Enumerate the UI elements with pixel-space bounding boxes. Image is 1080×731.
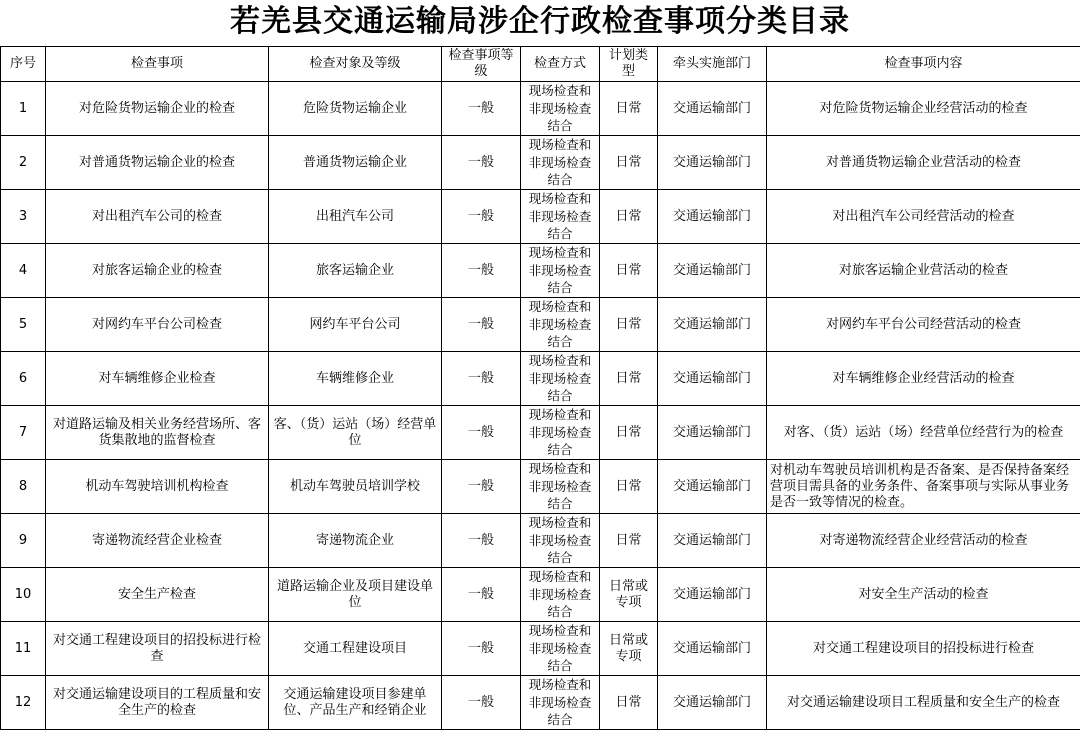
inspection-content: 对出租汽车公司经营活动的检查 xyxy=(767,190,1080,244)
plan-type: 日常或专项 xyxy=(600,568,658,622)
inspection-content: 对机动车驾驶员培训机构是否备案、是否保持备案经营项目需具备的业务条件、备案事项与实际从事业务是否一致等情况的检查。 xyxy=(767,460,1080,514)
inspection-content: 对车辆维修企业经营活动的检查 xyxy=(767,352,1080,406)
inspection-method: 现场检查和非现场检查结合 xyxy=(521,352,600,406)
table-row xyxy=(1,676,1080,730)
lead-department: 交通运输部门 xyxy=(658,190,767,244)
row-number: 7 xyxy=(1,406,46,460)
row-number: 1 xyxy=(1,82,46,136)
header-item: 检查事项 xyxy=(46,47,269,82)
inspection-method: 现场检查和非现场检查结合 xyxy=(521,82,600,136)
inspection-level: 一般 xyxy=(442,676,521,730)
inspection-item: 寄递物流经营企业检查 xyxy=(46,514,269,568)
table-row xyxy=(1,298,1080,352)
inspection-object: 危险货物运输企业 xyxy=(269,82,442,136)
lead-department: 交通运输部门 xyxy=(658,82,767,136)
inspection-item: 对交通运输建设项目的工程质量和安全生产的检查 xyxy=(46,676,269,730)
inspection-item: 对旅客运输企业的检查 xyxy=(46,244,269,298)
inspection-method: 现场检查和非现场检查结合 xyxy=(521,406,600,460)
inspection-object: 客、（货）运站（场）经营单位 xyxy=(269,406,442,460)
row-number: 2 xyxy=(1,136,46,190)
inspection-level: 一般 xyxy=(442,244,521,298)
inspection-content: 对安全生产活动的检查 xyxy=(767,568,1080,622)
table-row xyxy=(1,136,1080,190)
lead-department: 交通运输部门 xyxy=(658,298,767,352)
table-row xyxy=(1,244,1080,298)
plan-type: 日常 xyxy=(600,136,658,190)
inspection-content: 对交通运输建设项目工程质量和安全生产的检查 xyxy=(767,676,1080,730)
inspection-method: 现场检查和非现场检查结合 xyxy=(521,460,600,514)
inspection-object: 道路运输企业及项目建设单位 xyxy=(269,568,442,622)
inspection-method: 现场检查和非现场检查结合 xyxy=(521,298,600,352)
inspection-level: 一般 xyxy=(442,298,521,352)
table-row xyxy=(1,622,1080,676)
table-row xyxy=(1,406,1080,460)
row-number: 11 xyxy=(1,622,46,676)
inspection-level: 一般 xyxy=(442,460,521,514)
plan-type: 日常 xyxy=(600,190,658,244)
header-level: 检查事项等级 xyxy=(442,47,521,82)
inspection-content: 对客、（货）运站（场）经营单位经营行为的检查 xyxy=(767,406,1080,460)
inspection-item: 机动车驾驶培训机构检查 xyxy=(46,460,269,514)
inspection-object: 车辆维修企业 xyxy=(269,352,442,406)
table-row xyxy=(1,190,1080,244)
row-number: 9 xyxy=(1,514,46,568)
inspection-item: 对网约车平台公司检查 xyxy=(46,298,269,352)
inspection-item: 对出租汽车公司的检查 xyxy=(46,190,269,244)
inspection-item: 对交通工程建设项目的招投标进行检查 xyxy=(46,622,269,676)
inspection-item: 安全生产检查 xyxy=(46,568,269,622)
lead-department: 交通运输部门 xyxy=(658,568,767,622)
table-row xyxy=(1,460,1080,514)
plan-type: 日常 xyxy=(600,352,658,406)
row-number: 6 xyxy=(1,352,46,406)
inspection-object: 交通运输建设项目参建单位、产品生产和经销企业 xyxy=(269,676,442,730)
inspection-item: 对车辆维修企业检查 xyxy=(46,352,269,406)
inspection-item: 对道路运输及相关业务经营场所、客货集散地的监督检查 xyxy=(46,406,269,460)
plan-type: 日常 xyxy=(600,514,658,568)
table-body xyxy=(1,82,1080,730)
row-number: 5 xyxy=(1,298,46,352)
lead-department: 交通运输部门 xyxy=(658,352,767,406)
inspection-level: 一般 xyxy=(442,406,521,460)
plan-type: 日常 xyxy=(600,406,658,460)
plan-type: 日常或专项 xyxy=(600,622,658,676)
lead-department: 交通运输部门 xyxy=(658,406,767,460)
inspection-method: 现场检查和非现场检查结合 xyxy=(521,244,600,298)
inspection-object: 机动车驾驶员培训学校 xyxy=(269,460,442,514)
inspection-level: 一般 xyxy=(442,514,521,568)
document-title: 若羌县交通运输局涉企行政检查事项分类目录 xyxy=(230,4,850,39)
inspection-level: 一般 xyxy=(442,568,521,622)
inspection-object: 寄递物流企业 xyxy=(269,514,442,568)
inspection-method: 现场检查和非现场检查结合 xyxy=(521,514,600,568)
inspection-level: 一般 xyxy=(442,622,521,676)
table-row xyxy=(1,514,1080,568)
inspection-level: 一般 xyxy=(442,136,521,190)
inspection-object: 网约车平台公司 xyxy=(269,298,442,352)
plan-type: 日常 xyxy=(600,244,658,298)
row-number: 4 xyxy=(1,244,46,298)
inspection-content: 对旅客运输企业营活动的检查 xyxy=(767,244,1080,298)
inspection-method: 现场检查和非现场检查结合 xyxy=(521,136,600,190)
plan-type: 日常 xyxy=(600,676,658,730)
header-plan: 计划类型 xyxy=(600,47,658,82)
inspection-object: 普通货物运输企业 xyxy=(269,136,442,190)
inspection-content: 对交通工程建设项目的招投标进行检查 xyxy=(767,622,1080,676)
lead-department: 交通运输部门 xyxy=(658,514,767,568)
plan-type: 日常 xyxy=(600,82,658,136)
inspection-catalog-table xyxy=(0,46,1080,730)
row-number: 10 xyxy=(1,568,46,622)
lead-department: 交通运输部门 xyxy=(658,676,767,730)
header-method: 检查方式 xyxy=(521,47,600,82)
inspection-object: 旅客运输企业 xyxy=(269,244,442,298)
inspection-content: 对危险货物运输企业经营活动的检查 xyxy=(767,82,1080,136)
header-content: 检查事项内容 xyxy=(767,47,1080,82)
header-no: 序号 xyxy=(1,47,46,82)
inspection-object: 出租汽车公司 xyxy=(269,190,442,244)
inspection-method: 现场检查和非现场检查结合 xyxy=(521,190,600,244)
table-row xyxy=(1,352,1080,406)
inspection-level: 一般 xyxy=(442,352,521,406)
row-number: 8 xyxy=(1,460,46,514)
inspection-level: 一般 xyxy=(442,190,521,244)
plan-type: 日常 xyxy=(600,298,658,352)
plan-type: 日常 xyxy=(600,460,658,514)
lead-department: 交通运输部门 xyxy=(658,136,767,190)
inspection-item: 对普通货物运输企业的检查 xyxy=(46,136,269,190)
table-header-row xyxy=(1,47,1080,82)
lead-department: 交通运输部门 xyxy=(658,244,767,298)
inspection-method: 现场检查和非现场检查结合 xyxy=(521,676,600,730)
lead-department: 交通运输部门 xyxy=(658,460,767,514)
inspection-method: 现场检查和非现场检查结合 xyxy=(521,622,600,676)
inspection-level: 一般 xyxy=(442,82,521,136)
header-dept: 牵头实施部门 xyxy=(658,47,767,82)
row-number: 12 xyxy=(1,676,46,730)
inspection-content: 对普通货物运输企业营活动的检查 xyxy=(767,136,1080,190)
table-row xyxy=(1,568,1080,622)
inspection-content: 对寄递物流经营企业经营活动的检查 xyxy=(767,514,1080,568)
inspection-content: 对网约车平台公司经营活动的检查 xyxy=(767,298,1080,352)
inspection-method: 现场检查和非现场检查结合 xyxy=(521,568,600,622)
header-object: 检查对象及等级 xyxy=(269,47,442,82)
row-number: 3 xyxy=(1,190,46,244)
table-row xyxy=(1,82,1080,136)
lead-department: 交通运输部门 xyxy=(658,622,767,676)
inspection-item: 对危险货物运输企业的检查 xyxy=(46,82,269,136)
inspection-object: 交通工程建设项目 xyxy=(269,622,442,676)
